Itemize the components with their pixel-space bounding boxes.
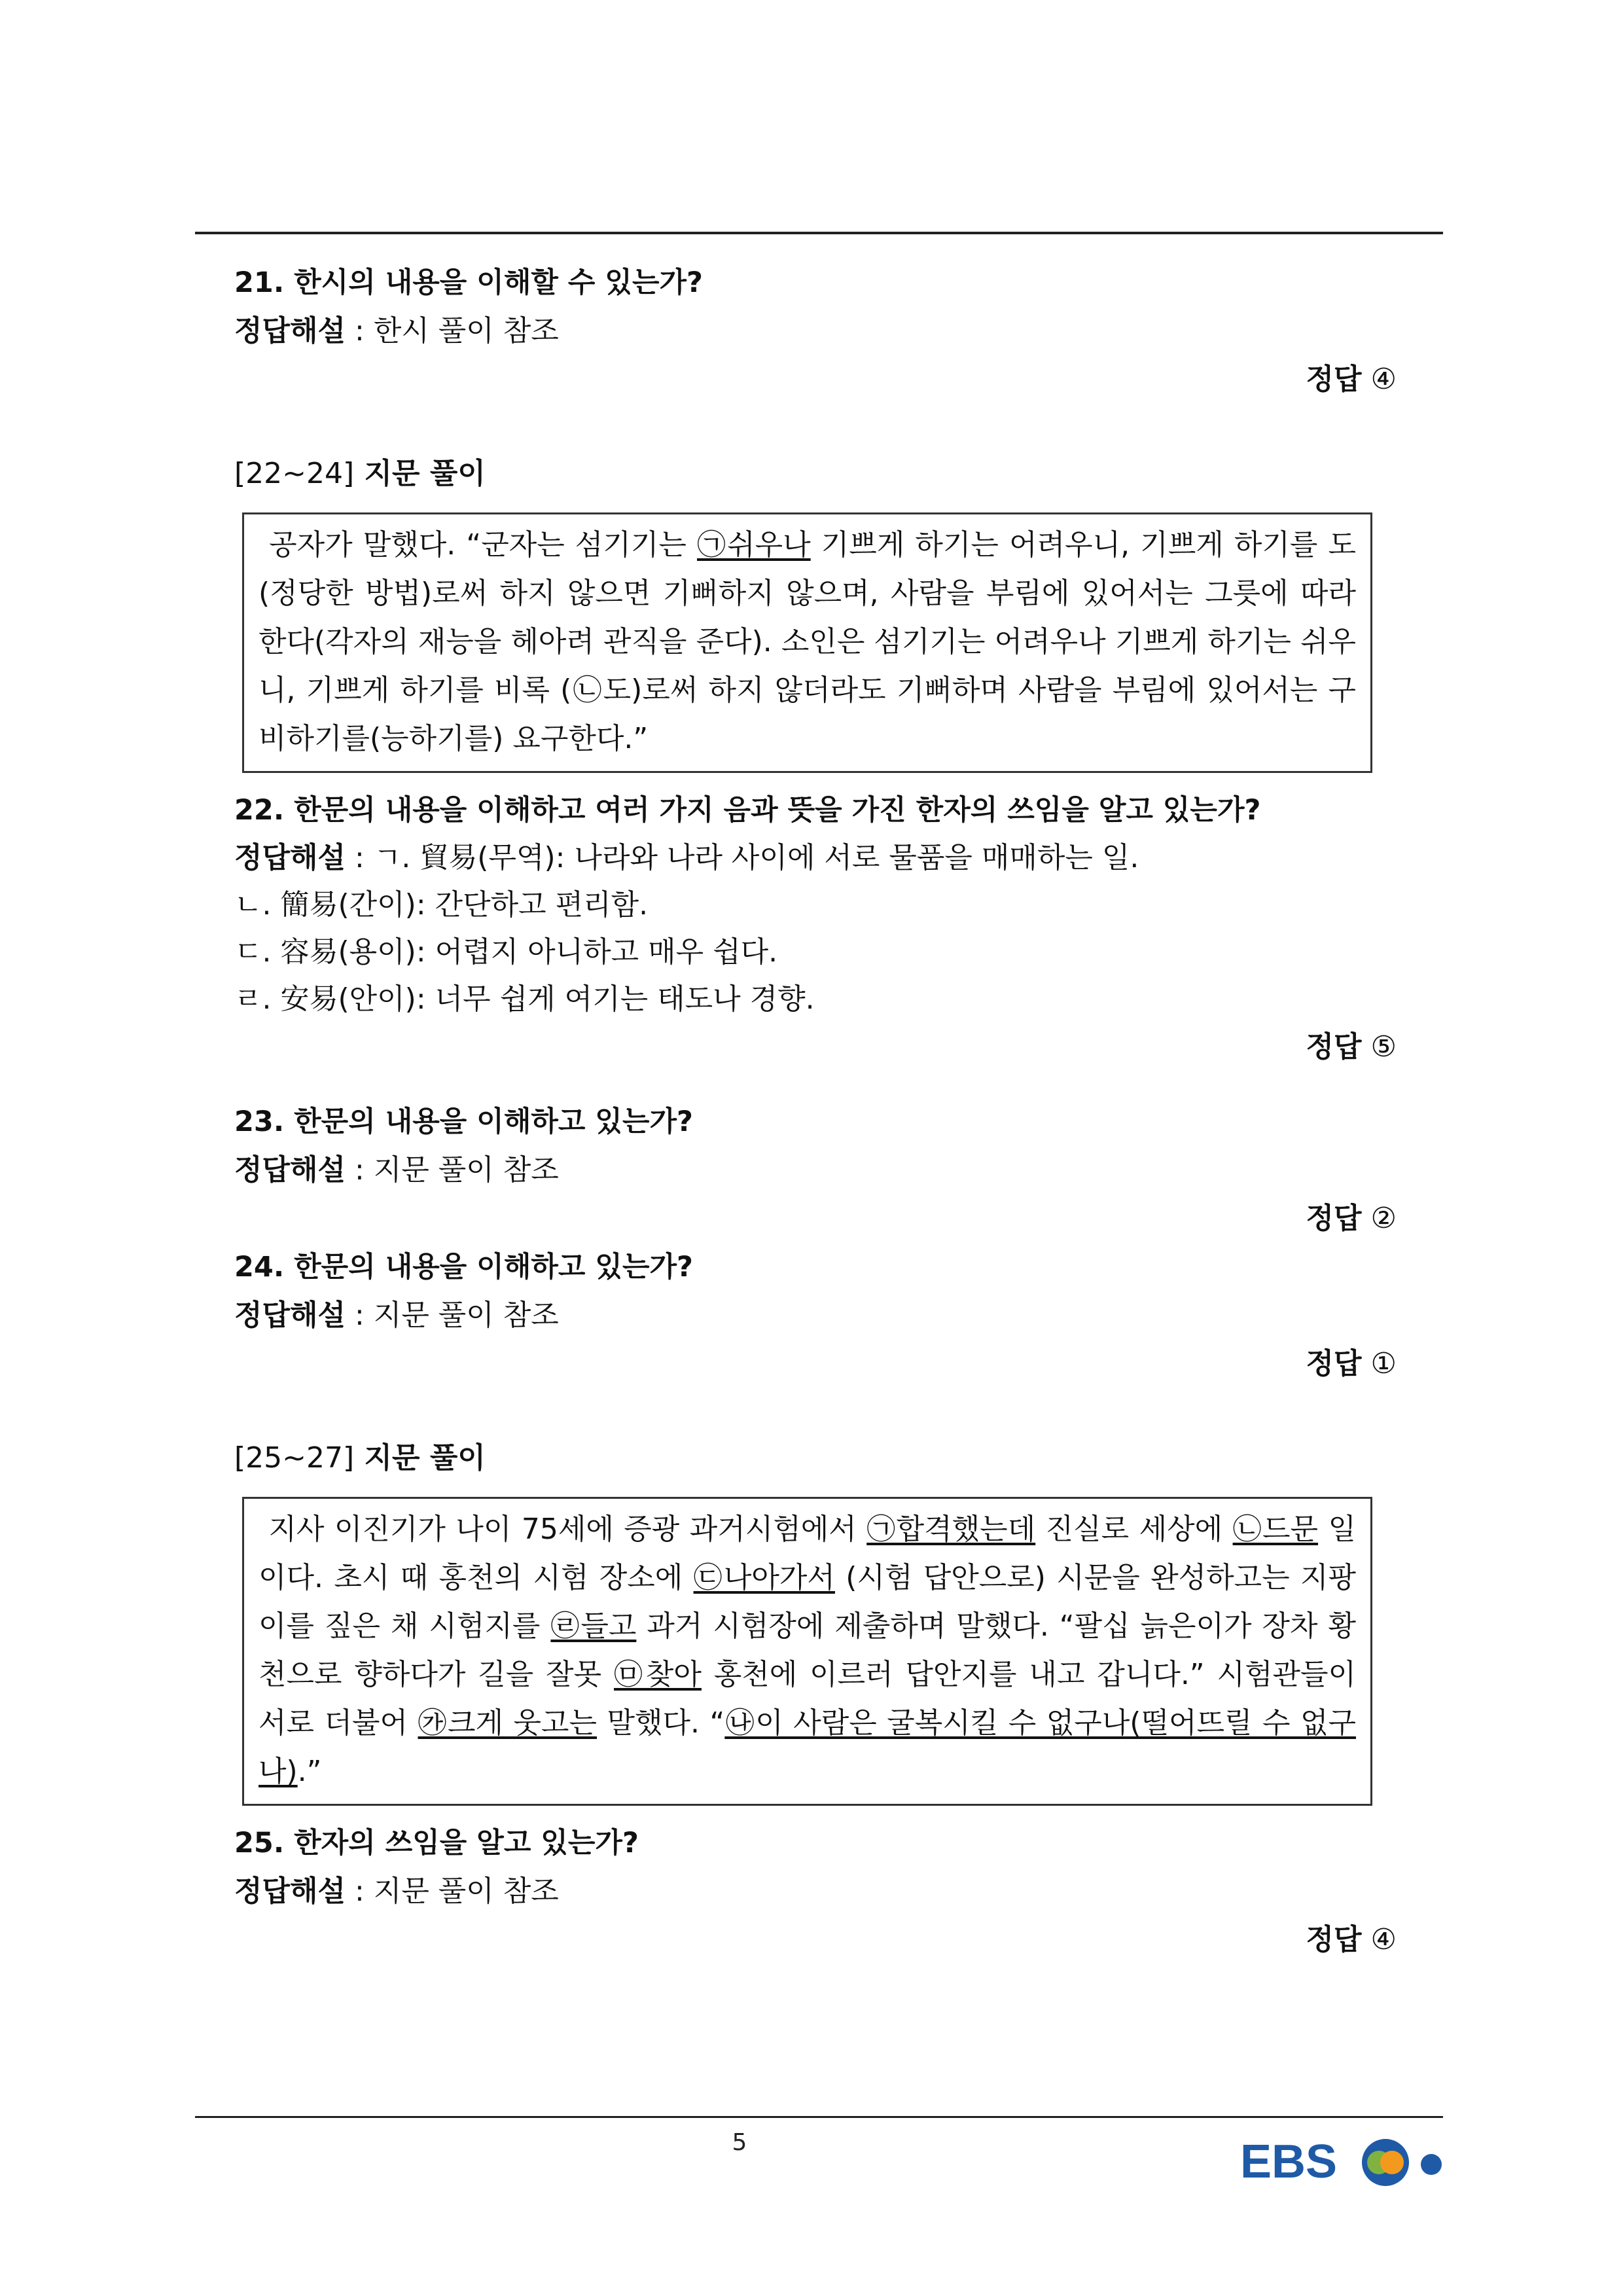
underlined-phrase: ㉮크게 웃고는: [418, 1706, 597, 1740]
footer-rule: [195, 2116, 1443, 2118]
section-22-24-title: [22~24] 지문 풀이: [234, 457, 486, 490]
question-24-explanation: 정답해설 : 지문 풀이 참조: [234, 1299, 559, 1332]
header-rule: [195, 232, 1443, 234]
question-24-answer: 정답 ①: [1306, 1347, 1397, 1380]
question-22-item-4: ㄹ. 安易(안이): 너무 쉽게 여기는 태도나 경향.: [234, 982, 815, 1016]
ebs-logo-text: EBS: [1240, 2136, 1338, 2188]
question-22-item-3: ㄷ. 容易(용이): 어렵지 아니하고 매우 쉽다.: [234, 935, 778, 969]
question-23-title: 23. 한문의 내용을 이해하고 있는가?: [234, 1105, 693, 1138]
question-23-answer: 정답 ②: [1306, 1202, 1397, 1235]
question-23-explanation: 정답해설 : 지문 풀이 참조: [234, 1153, 559, 1187]
underlined-phrase: ㉤찾아: [614, 1658, 702, 1691]
underlined-phrase: ㉠쉬우나: [697, 528, 811, 562]
question-21-explanation: 정답해설 : 한시 풀이 참조: [234, 314, 559, 348]
underlined-phrase: ㉯이 사람은 굴복시킬 수 없구나(떨어뜨릴 수 없구나): [259, 1706, 1356, 1788]
section-25-27-title: [25~27] 지문 풀이: [234, 1441, 486, 1475]
passage-25-27: 지사 이진기가 나이 75세에 증광 과거시험에서 ㉠합격했는데 진실로 세상에 ㉡드문 일이다. 초시 때 홍천의 시험 장소에 ㉢나아가서 (시험 답안으로) 시문을 완성하고는 지팡이를 짚은 채 시험지를 ㉣들고 과거 시험장에 제출하며 말했다. “팔십 늙은이가 장차 황천으로 향하다가 길을 잘못 ㉤찾아 홍천에 이르러 답안지를 내고 갑니다.” 시험관들이 서로 더불어 ㉮크게 웃고는 말했다. “㉯이 사람은 굴복시킬 수 없구나(떨어뜨릴 수 없구나).”: [242, 1497, 1372, 1806]
logo-small-dot: [1421, 2154, 1442, 2175]
question-22-item-2: ㄴ. 簡易(간이): 간단하고 편리함.: [234, 888, 649, 922]
question-24-title: 24. 한문의 내용을 이해하고 있는가?: [234, 1251, 693, 1283]
page-number: 5: [732, 2129, 747, 2156]
ebs-logo: [1240, 2130, 1450, 2193]
underlined-phrase: ㉢나아가서: [693, 1561, 835, 1594]
question-21-answer: 정답 ④: [1306, 363, 1397, 396]
question-22-title: 22. 한문의 내용을 이해하고 여러 가지 음과 뜻을 가진 한자의 쓰임을 알고 있는가?: [234, 794, 1261, 827]
passage-22-24: 공자가 말했다. “군자는 섬기기는 ㉠쉬우나 기쁘게 하기는 어려우니, 기쁘게 하기를 도(정당한 방법)로써 하지 않으면 기뻐하지 않으며, 사람을 부림에 있어서는 그릇에 따라 한다(각자의 재능을 헤아려 관직을 준다). 소인은 섬기기는 어려우나 기쁘게 하기는 쉬우니, 기쁘게 하기를 비록 (㉡도)로써 하지 않더라도 기뻐하며 사람을 부림에 있어서는 구비하기를(능하기를) 요구한다.”: [242, 512, 1372, 773]
underlined-phrase: ㉣들고: [550, 1609, 637, 1643]
question-22-answer: 정답 ⑤: [1306, 1030, 1397, 1064]
question-21-title: 21. 한시의 내용을 이해할 수 있는가?: [234, 266, 703, 299]
underlined-phrase: ㉠합격했는데: [866, 1513, 1036, 1546]
question-22-explanation: 정답해설 : ㄱ. 貿易(무역): 나라와 나라 사이에 서로 물품을 매매하는 일.: [234, 841, 1139, 874]
document-body: [234, 259, 1399, 1964]
logo-orange-dot: [1380, 2151, 1404, 2174]
question-25-answer: 정답 ④: [1306, 1923, 1397, 1956]
question-25-explanation: 정답해설 : 지문 풀이 참조: [234, 1874, 559, 1908]
question-25-title: 25. 한자의 쓰임을 알고 있는가?: [234, 1827, 639, 1859]
underlined-phrase: ㉡드문: [1232, 1513, 1319, 1546]
